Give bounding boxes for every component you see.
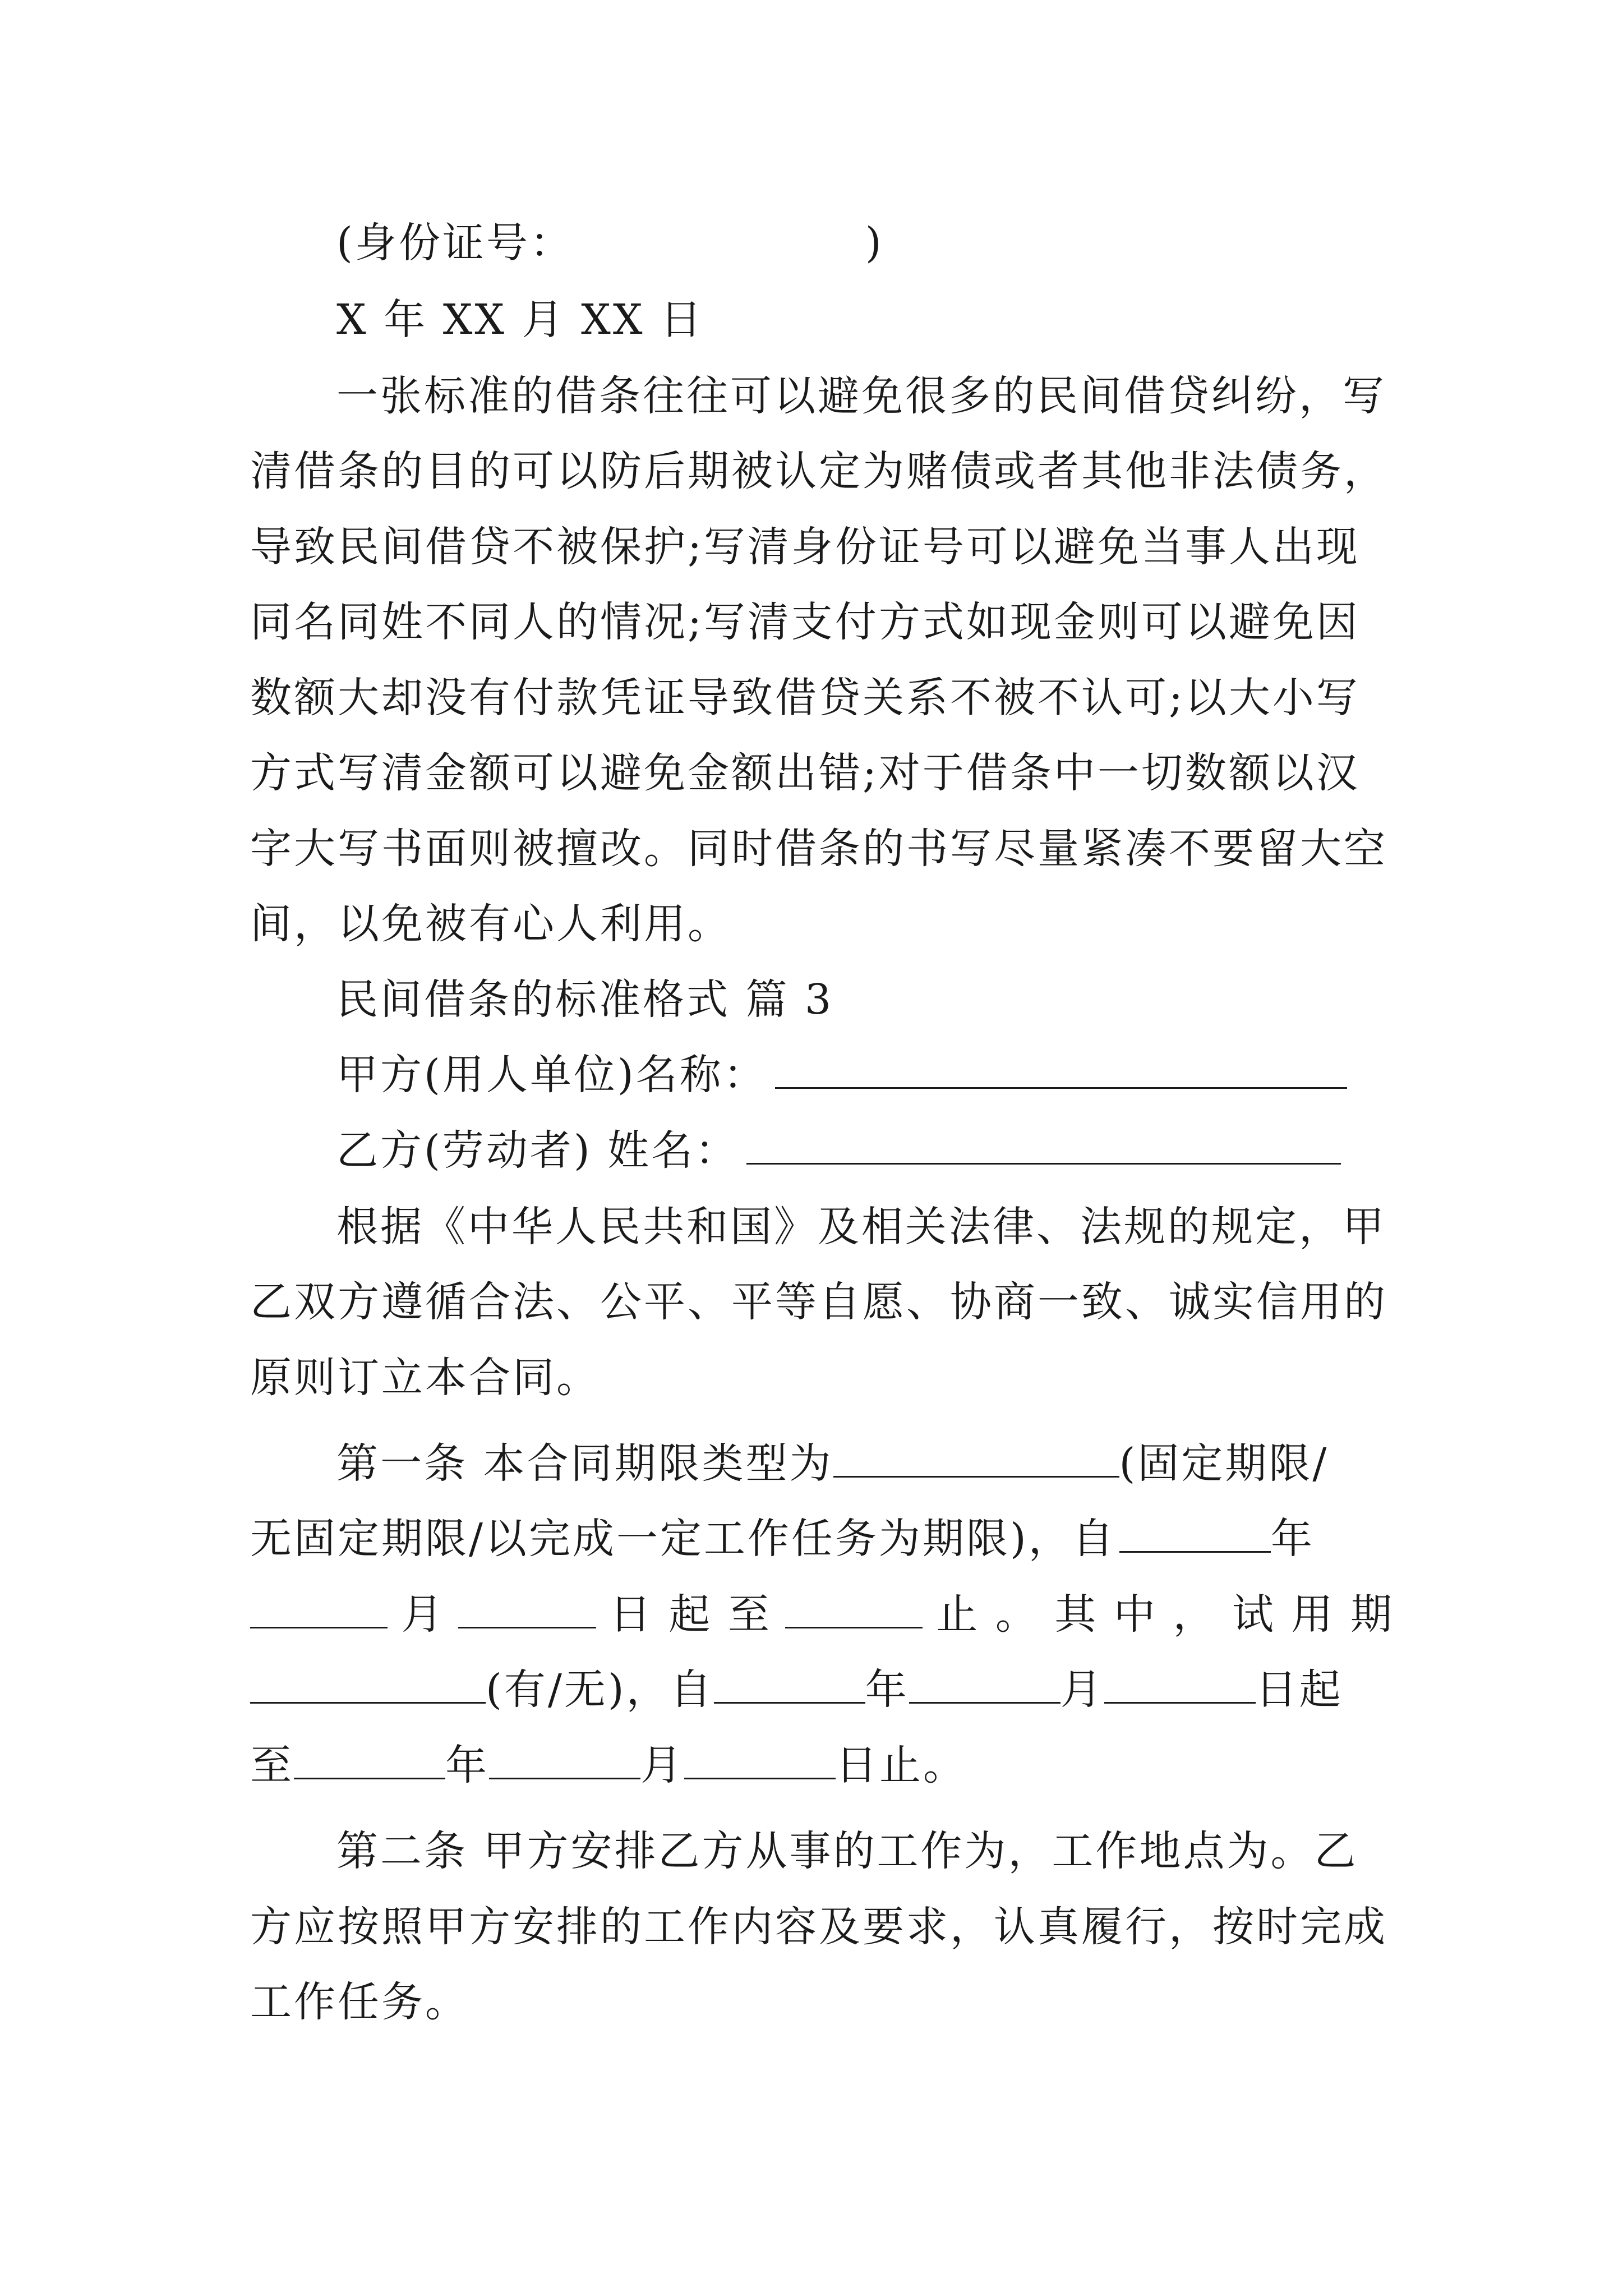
contract-term-type-field[interactable] bbox=[833, 1441, 1119, 1478]
probation-end-year-field[interactable] bbox=[294, 1743, 445, 1779]
article2-line-1: 第二条 甲方安排乙方从事的工作为，工作地点为。乙 bbox=[336, 1827, 1358, 1875]
advice-line-2: 清借条的目的可以防后期被认定为赌债或者其他非法债务， bbox=[250, 447, 1387, 495]
article2-line-3: 工作任务。 bbox=[250, 1978, 469, 2026]
article1-term-options: (固定期限/ bbox=[1119, 1439, 1329, 1488]
probation-end-month-field[interactable] bbox=[489, 1743, 640, 1779]
advice-line-5: 数额大却没有付款凭证导致借贷关系不被不认可;以大小写 bbox=[250, 674, 1360, 722]
intro-line-3: 原则订立本合同。 bbox=[250, 1354, 600, 1402]
probation-field[interactable] bbox=[250, 1667, 486, 1704]
start-year-unit: 年 bbox=[1270, 1515, 1315, 1563]
probation-end-year-unit: 年 bbox=[445, 1741, 489, 1789]
article1-term-options-cont: 无固定期限/以完成一定工作任务为期限)，自 bbox=[250, 1515, 1116, 1563]
article1-line-4 bbox=[250, 1662, 1394, 1718]
probation-start-year-unit: 年 bbox=[865, 1665, 909, 1714]
probation-start-day-unit: 日起 bbox=[1255, 1665, 1343, 1714]
party-b-line bbox=[336, 1122, 1396, 1179]
probation-options: (有/无)，自 bbox=[486, 1665, 714, 1714]
advice-line-4: 同名同姓不同人的情况;写清支付方式如现金则可以避免因 bbox=[250, 598, 1360, 646]
probation-end-day-unit: 日止。 bbox=[836, 1741, 967, 1789]
probation-start-month-unit: 月 bbox=[1060, 1665, 1104, 1714]
advice-line-8: 间，以免被有心人利用。 bbox=[250, 900, 731, 948]
probation-start-day-field[interactable] bbox=[1104, 1667, 1256, 1704]
probation-start-year-field[interactable] bbox=[714, 1667, 865, 1704]
advice-line-1: 一张标准的借条往往可以避免很多的民间借贷纠纷，写 bbox=[336, 372, 1386, 420]
id-number-close: ) bbox=[865, 219, 884, 267]
article1-term-label: 第一条 本合同期限类型为 bbox=[336, 1439, 833, 1488]
advice-line-6: 方式写清金额可以避免金额出错;对于借条中一切数额以汉 bbox=[250, 749, 1360, 797]
advice-line-7: 字大写书面则被擅改。同时借条的书写尽量紧凑不要留大空 bbox=[250, 825, 1387, 873]
end-date-field[interactable] bbox=[785, 1592, 923, 1628]
article1-line-1 bbox=[336, 1435, 1396, 1492]
id-number-line bbox=[336, 215, 1396, 271]
party-a-label: 甲方(用人单位)名称： bbox=[336, 1051, 767, 1099]
party-b-label: 乙方(劳动者) 姓名： bbox=[336, 1126, 739, 1175]
article1-line-5 bbox=[250, 1737, 1394, 1793]
probation-end-day-field[interactable] bbox=[684, 1743, 836, 1779]
start-day-field[interactable] bbox=[458, 1592, 596, 1628]
probation-to-label: 至 bbox=[250, 1741, 294, 1789]
party-a-name-field[interactable] bbox=[775, 1052, 1347, 1089]
start-day-unit: 日 起 至 bbox=[609, 1590, 772, 1639]
probation-label: 止 。 其 中 ， 试 用 期 bbox=[936, 1590, 1395, 1639]
probation-end-month-unit: 月 bbox=[640, 1741, 684, 1789]
id-number-label: (身份证号： bbox=[336, 219, 574, 267]
party-a-line bbox=[336, 1047, 1396, 1103]
article1-line-2 bbox=[250, 1511, 1394, 1567]
start-month-field[interactable] bbox=[250, 1592, 388, 1628]
intro-line-1: 根据《中华人民共和国》及相关法律、法规的规定，甲 bbox=[336, 1203, 1386, 1251]
intro-line-2: 乙双方遵循合法、公平、平等自愿、协商一致、诚实信用的 bbox=[250, 1278, 1387, 1326]
date-line: X 年 XX 月 XX 日 bbox=[336, 296, 704, 344]
advice-line-3: 导致民间借贷不被保护;写清身份证号可以避免当事人出现 bbox=[250, 523, 1360, 571]
start-month-unit: 月 bbox=[401, 1590, 445, 1639]
section-heading: 民间借条的标准格式 篇 3 bbox=[336, 976, 834, 1024]
start-year-field[interactable] bbox=[1119, 1516, 1271, 1553]
article1-line-3 bbox=[250, 1586, 1394, 1642]
party-b-name-field[interactable] bbox=[746, 1128, 1341, 1165]
article2-line-2: 方应按照甲方安排的工作内容及要求，认真履行，按时完成 bbox=[250, 1903, 1387, 1951]
probation-start-month-field[interactable] bbox=[909, 1667, 1061, 1704]
